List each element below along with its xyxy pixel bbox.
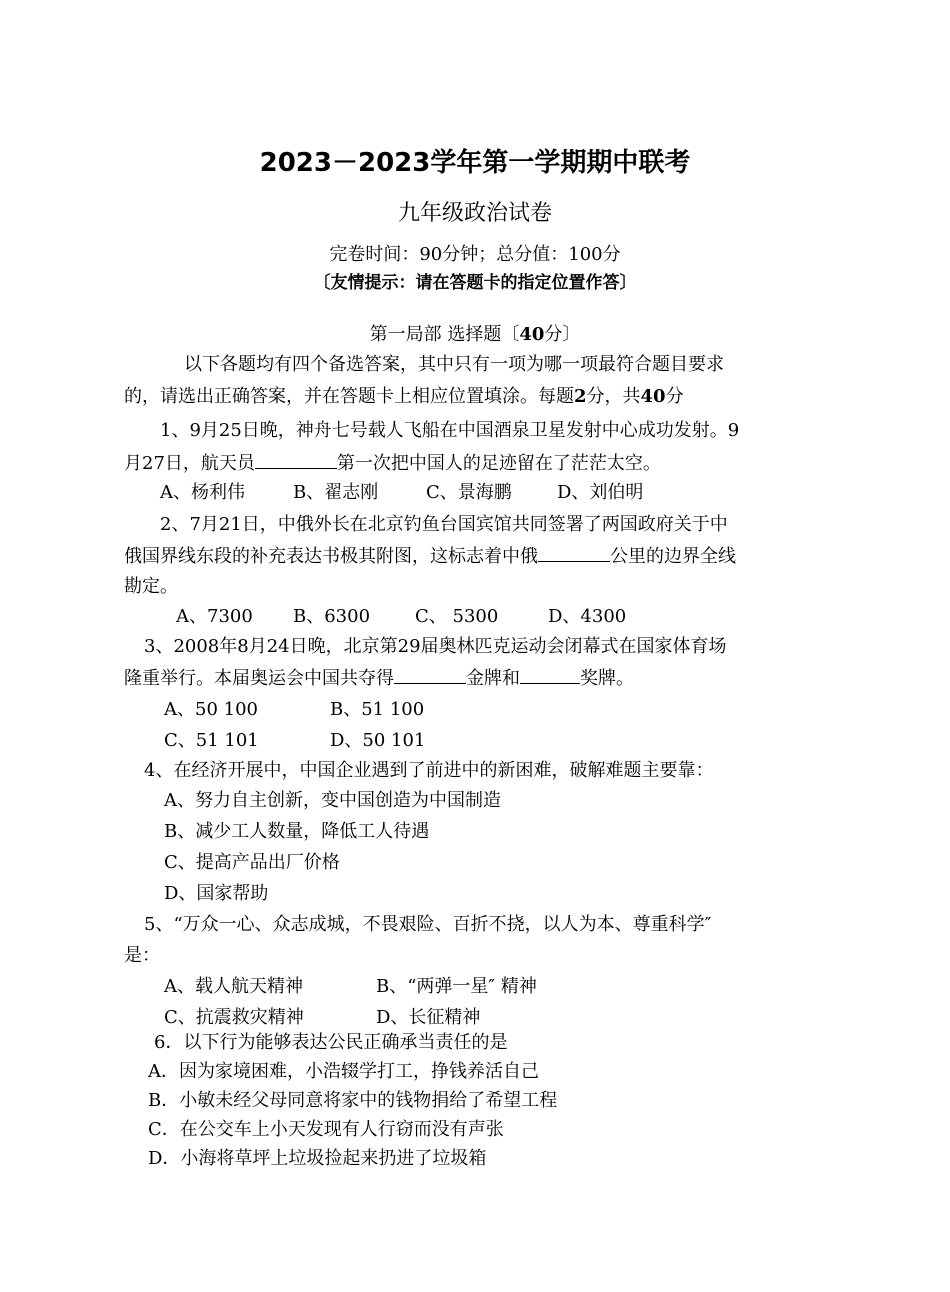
question-3-option-d: D、50 101 <box>330 730 426 751</box>
question-2-line1: 2、7月21日，中俄外长在北京钓鱼台国宾馆共同签署了两国政府关于中 <box>160 514 728 535</box>
instructions-post: 分 <box>665 386 684 407</box>
question-6-option-b: B．小敏未经父母同意将家中的钱物捐给了希望工程 <box>148 1090 558 1111</box>
question-1-line2 <box>124 450 661 477</box>
instructions-total-score: 40 <box>640 386 666 407</box>
question-2-line3: 勘定。 <box>124 576 178 597</box>
answer-blank <box>394 665 466 684</box>
section-heading <box>0 322 950 348</box>
question-1-option-a: A、杨利伟 <box>160 482 245 503</box>
question-5-option-b: B、“两弹一星″ 精神 <box>376 976 537 997</box>
exam-tip: 〔友情提示：请在答题卡的指定位置作答〕 <box>313 273 637 293</box>
question-2-line2 <box>124 543 736 570</box>
question-6-option-d: D．小海将草坪上垃圾捡起来扔进了垃圾箱 <box>148 1148 487 1169</box>
question-2-option-b: B、6300 <box>293 606 371 627</box>
question-1-text-pre: 月27日，航天员 <box>124 453 255 474</box>
question-6-option-c: C．在公交车上小天发现有人行窃而没有声张 <box>148 1119 504 1140</box>
section-heading-pre: 第一局部 选择题〔 <box>369 324 520 345</box>
question-6-option-a: A．因为家境困难，小浩辍学打工，挣钱养活自己 <box>148 1061 539 1082</box>
instructions-mid: 分，共 <box>586 386 641 407</box>
answer-blank <box>538 543 610 562</box>
question-4-option-b: B、减少工人数量，降低工人待遇 <box>164 821 430 842</box>
question-3-text-pre: 隆重举行。本届奥运会中国共夺得 <box>124 668 394 689</box>
question-5-option-c: C、抗震救灾精神 <box>164 1007 304 1028</box>
instructions-each-score: 2 <box>574 386 587 407</box>
question-3-option-c: C、51 101 <box>164 730 259 751</box>
instructions-line2 <box>124 384 684 410</box>
question-3-line2 <box>124 665 634 692</box>
question-2-text-pre: 俄国界线东段的补充表达书极其附图，这标志着中俄 <box>124 546 538 567</box>
question-4-option-a: A、努力自主创新，变中国创造为中国制造 <box>164 790 501 811</box>
question-1-text-post: 第一次把中国人的足迹留在了茫茫太空。 <box>336 453 661 474</box>
question-1-option-d: D、刘伯明 <box>557 482 644 503</box>
question-3-text-post: 奖牌。 <box>580 668 634 689</box>
answer-blank <box>520 665 580 684</box>
answer-blank <box>255 450 337 469</box>
exam-title: 2023－2023学年第一学期期中联考 <box>259 148 691 178</box>
question-5-option-d: D、长征精神 <box>376 1007 481 1028</box>
instructions-text: 的，请选出正确答案，并在答题卡上相应位置填涂。每题 <box>124 386 574 407</box>
section-heading-post: 分〕 <box>544 324 581 345</box>
instructions-line1: 以下各题均有四个备选答案，其中只有一项为哪一项最符合题目要求 <box>184 354 724 375</box>
question-4-option-d: D、国家帮助 <box>164 883 269 904</box>
question-2-option-a: A、7300 <box>176 606 253 627</box>
exam-info: 完卷时间：90分钟；总分值：100分 <box>329 244 621 265</box>
question-1-option-c: C、景海鹏 <box>426 482 512 503</box>
question-4-line1: 4、在经济开展中，中国企业遇到了前进中的新困难，破解难题主要靠： <box>144 760 714 781</box>
question-2-option-c: C、 5300 <box>415 606 499 627</box>
question-5-option-a: A、载人航天精神 <box>164 976 303 997</box>
question-5-line1: 5、“万众一心、众志成城，不畏艰险、百折不挠，以人为本、尊重科学″ <box>144 914 712 935</box>
question-2-option-d: D、4300 <box>548 606 627 627</box>
question-1-option-b: B、翟志刚 <box>293 482 379 503</box>
question-3-text-mid: 金牌和 <box>466 668 520 689</box>
question-1-line1: 1、9月25日晚，神舟七号载人飞船在中国酒泉卫星发射中心成功发射。9 <box>160 420 740 441</box>
question-3-line1: 3、2008年8月24日晚，北京第29届奥林匹克运动会闭幕式在国家体育场 <box>144 636 727 657</box>
exam-subtitle: 九年级政治试卷 <box>397 201 552 226</box>
question-4-option-c: C、提高产品出厂价格 <box>164 852 340 873</box>
question-6-line1: 6．以下行为能够表达公民正确承当责任的是 <box>154 1032 508 1053</box>
question-3-option-a: A、50 100 <box>164 699 258 720</box>
question-5-line2: 是： <box>124 945 160 966</box>
section-heading-score: 40 <box>519 324 545 345</box>
question-2-text-post: 公里的边界全线 <box>610 546 736 567</box>
question-3-option-b: B、51 100 <box>330 699 425 720</box>
